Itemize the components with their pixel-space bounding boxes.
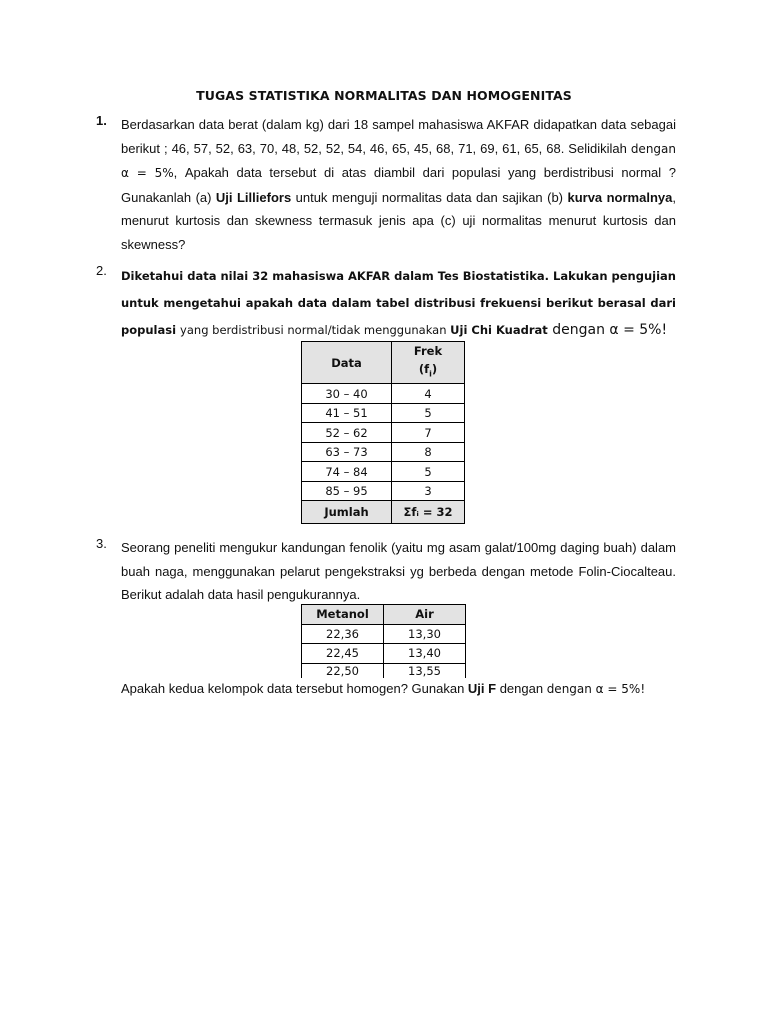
column-header: Data bbox=[302, 342, 392, 384]
text-run: Diketahui data nilai 32 mahasiswa AKFAR dalam Tes Biostatistika. Lakukan pengujian untuk mengetahui apakah data dalam tabel distribusi frekuensi berikut berasal dari populasi bbox=[121, 269, 676, 337]
column-header: Air bbox=[384, 605, 466, 625]
subscript: i bbox=[429, 369, 432, 379]
table-cell: 22,36 bbox=[302, 624, 384, 644]
table-cell: Jumlah bbox=[302, 501, 392, 524]
header-text: (f bbox=[418, 362, 430, 376]
question-2 bbox=[96, 263, 676, 344]
table-header-row bbox=[302, 605, 466, 625]
alpha-text: dengan α = 5%! bbox=[546, 682, 646, 696]
table-row bbox=[302, 442, 465, 462]
table-row bbox=[302, 481, 465, 501]
table-row bbox=[302, 462, 465, 482]
table-row bbox=[302, 624, 466, 644]
text-run: dengan bbox=[496, 681, 547, 696]
header-line bbox=[392, 360, 464, 383]
table-cell: 4 bbox=[392, 384, 465, 404]
question-text: Seorang peneliti mengukur kandungan fenolik (yaitu mg asam galat/100mg daging buah) dalam buah naga, menggunakan pelarut pengekstraksi yg berbeda dengan metode Folin-Ciocalteau. Berikut adalah data hasil pengukurannya. bbox=[121, 540, 676, 602]
table-cell: 22,45 bbox=[302, 644, 384, 664]
frequency-table bbox=[301, 341, 465, 524]
column-header bbox=[392, 342, 465, 384]
table-row bbox=[302, 384, 465, 404]
header-text: ) bbox=[431, 362, 438, 376]
table-cell: 22,50 bbox=[302, 663, 384, 678]
text-run: yang berdistribusi normal/tidak menggunakan bbox=[180, 323, 451, 337]
bold-term: Uji Chi Kuadrat bbox=[450, 323, 548, 337]
alpha-text: dengan α = 5% bbox=[121, 141, 676, 180]
question-text bbox=[121, 113, 676, 256]
table-row bbox=[302, 644, 466, 664]
header-line: Frek bbox=[413, 344, 443, 358]
measurement-table bbox=[301, 604, 466, 678]
text-run: , menurut kurtosis dan skewness termasuk jenis apa (c) uji normalitas menurut kurtosis dan skewness? bbox=[121, 189, 676, 252]
table-header-row bbox=[302, 342, 465, 384]
text-run: Berdasarkan data berat (dalam kg) dari 18 sampel mahasiswa AKFAR didapatkan data sebagai berikut ; 46, 57, 52, 63, 70, 48, 52, 52, 54, 46, 65, 45, 68, 71, 69, 61, 65, 68. Selidikilah bbox=[121, 117, 676, 156]
document-title: TUGAS STATISTIKA NORMALITAS DAN HOMOGENITAS bbox=[196, 88, 572, 103]
table-cell: 5 bbox=[392, 403, 465, 423]
question-3 bbox=[96, 536, 676, 607]
table-cell: 85 – 95 bbox=[302, 481, 392, 501]
table-row bbox=[302, 663, 466, 678]
table-cell: 52 – 62 bbox=[302, 423, 392, 443]
table-row bbox=[302, 423, 465, 443]
table-cell: Σfᵢ = 32 bbox=[392, 501, 465, 524]
bold-term: Uji F bbox=[467, 681, 497, 696]
table-cell: 13,55 bbox=[384, 663, 466, 678]
text-run: , Apakah data tersebut di atas diambil dari populasi yang berdistribusi normal ? Gunakanlah (a) bbox=[121, 165, 676, 205]
table-cell: 3 bbox=[392, 481, 465, 501]
question-number: 1. bbox=[96, 113, 107, 128]
table-row bbox=[302, 403, 465, 423]
table-cell: 30 – 40 bbox=[302, 384, 392, 404]
column-header: Metanol bbox=[302, 605, 384, 625]
table-cell: 13,40 bbox=[384, 644, 466, 664]
table-cell: 7 bbox=[392, 423, 465, 443]
question-text bbox=[121, 263, 676, 344]
table-cell: 74 – 84 bbox=[302, 462, 392, 482]
bold-term: Uji Lilliefors bbox=[215, 189, 292, 205]
table-cell: 5 bbox=[392, 462, 465, 482]
question-1 bbox=[96, 113, 676, 256]
table-cell: 63 – 73 bbox=[302, 442, 392, 462]
table-footer-row bbox=[302, 501, 465, 524]
question-3-followup bbox=[121, 681, 645, 696]
question-number: 2. bbox=[96, 263, 107, 278]
bold-term: kurva normalnya bbox=[567, 189, 673, 205]
question-number: 3. bbox=[96, 536, 107, 551]
text-run: Apakah kedua kelompok data tersebut homogen? Gunakan bbox=[121, 681, 468, 696]
table-cell: 13,30 bbox=[384, 624, 466, 644]
table-cell: 41 – 51 bbox=[302, 403, 392, 423]
alpha-text: dengan α = 5%! bbox=[547, 322, 668, 338]
text-run: untuk menguji normalitas data dan sajikan (b) bbox=[291, 189, 568, 205]
table-cell: 8 bbox=[392, 442, 465, 462]
